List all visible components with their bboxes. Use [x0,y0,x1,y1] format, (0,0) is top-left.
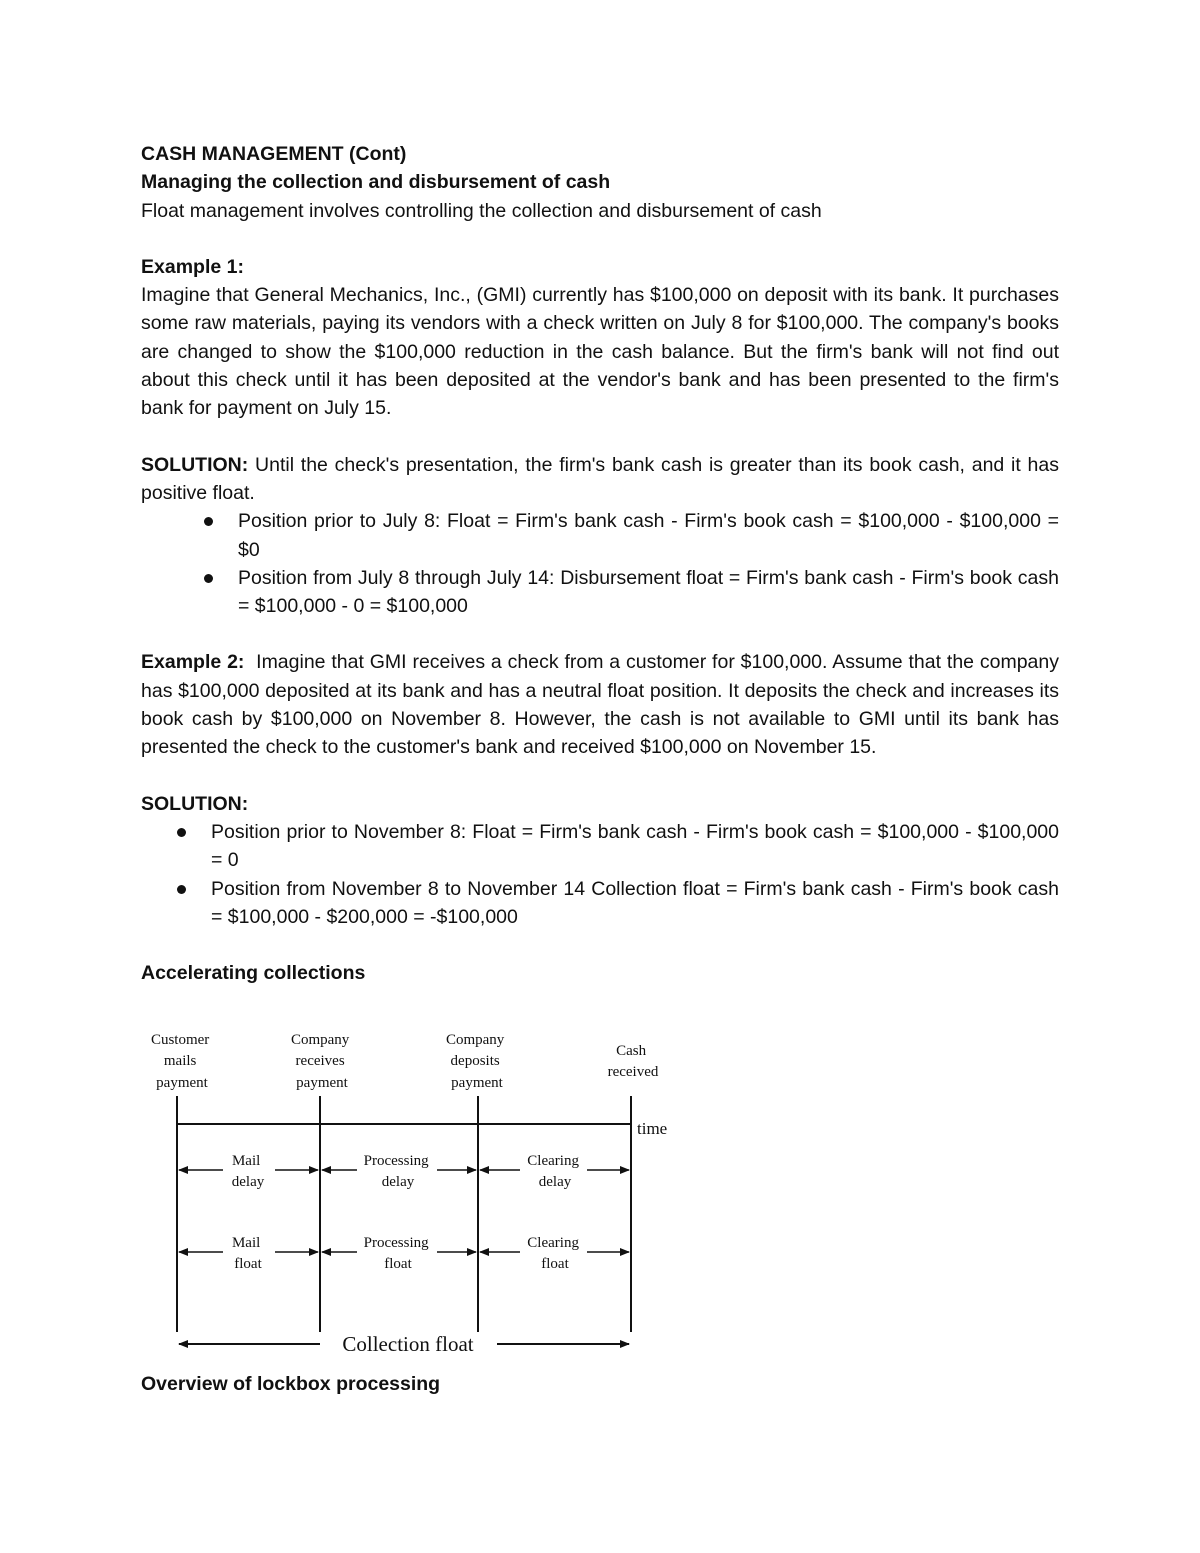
event-label-cash-received: Cash received [607,1043,659,1080]
example-1-text: Imagine that General Mechanics, Inc., (GMI) currently has $100,000 on deposit with its bank. It purchases some raw materials, paying its vendors with a check written on July 8 for $100,000. The company's books are changed to show the $100,000 reduction in the cash balance. But the firm's bank will not find out about this check until it has been deposited at the vendor's bank and has been presented to the firm's bank for payment on July 15. [141,284,1059,420]
event-label-company-deposits: Company deposits payment [445,1032,505,1091]
list-item: Position prior to November 8: Float = Firm's bank cash - Firm's book cash = $100,000 - $100,000 = 0 [141,818,1059,875]
example-1-label: Example 1: [141,255,244,278]
solution-1-label: SOLUTION: [141,453,249,476]
section-subheading: Managing the collection and disbursement of cash [141,171,611,194]
lockbox-processing-heading: Overview of lockbox processing [141,1373,441,1395]
collection-float-diagram [135,1020,695,1365]
solution-1-paragraph [141,451,1059,508]
accelerating-collections-heading: Accelerating collections [141,962,366,985]
mail-float-label: Mail float [231,1235,262,1272]
intro-paragraph: Float management involves controlling the collection and disbursement of cash [141,199,822,222]
example-2-label: Example 2: [141,651,245,674]
document-page [141,140,1065,987]
list-item: Position from November 8 to November 14 Collection float = Firm's bank cash - Firm's book cash = $100,000 - $200,000 = -$100,000 [141,875,1059,932]
clearing-float-label: Clearing float [527,1235,579,1272]
list-item: Position from July 8 through July 14: Disbursement float = Firm's bank cash - Firm's book cash = $100,000 - 0 = $100,000 [141,564,1059,621]
example-2-text: Imagine that GMI receives a check from a customer for $100,000. Assume that the company has $100,000 deposited at its bank and has a neutral float position. It deposits the check and increases its book cash by $100,000 on November 8. However, the cash is not available to GMI until its bank has presented the check to the customer's bank and received $100,000 on November 15. [141,651,1065,759]
solution-2-list [141,818,1059,931]
clearing-delay-label: Clearing delay [527,1153,579,1190]
time-label: time [637,1119,668,1138]
collection-float-label: Collection float [342,1332,474,1356]
processing-float-label: Processing float [363,1235,429,1272]
page-heading: CASH MANAGEMENT (Cont) [141,143,407,165]
list-item: Position prior to July 8: Float = Firm's bank cash - Firm's book cash = $100,000 - $100,000 = $0 [141,507,1059,564]
solution-1-text: Until the check's presentation, the firm's bank cash is greater than its book cash, and it has positive float. [141,453,1059,504]
event-label-company-receives: Company receives payment [290,1032,350,1091]
processing-delay-label: Processing delay [363,1153,429,1190]
mail-delay-label: Mail delay [231,1153,265,1190]
solution-1-list [141,507,1059,620]
example-2-paragraph [141,648,1065,761]
solution-2-label: SOLUTION: [141,792,249,815]
event-label-customer-mails: Customer mails payment [150,1032,210,1091]
